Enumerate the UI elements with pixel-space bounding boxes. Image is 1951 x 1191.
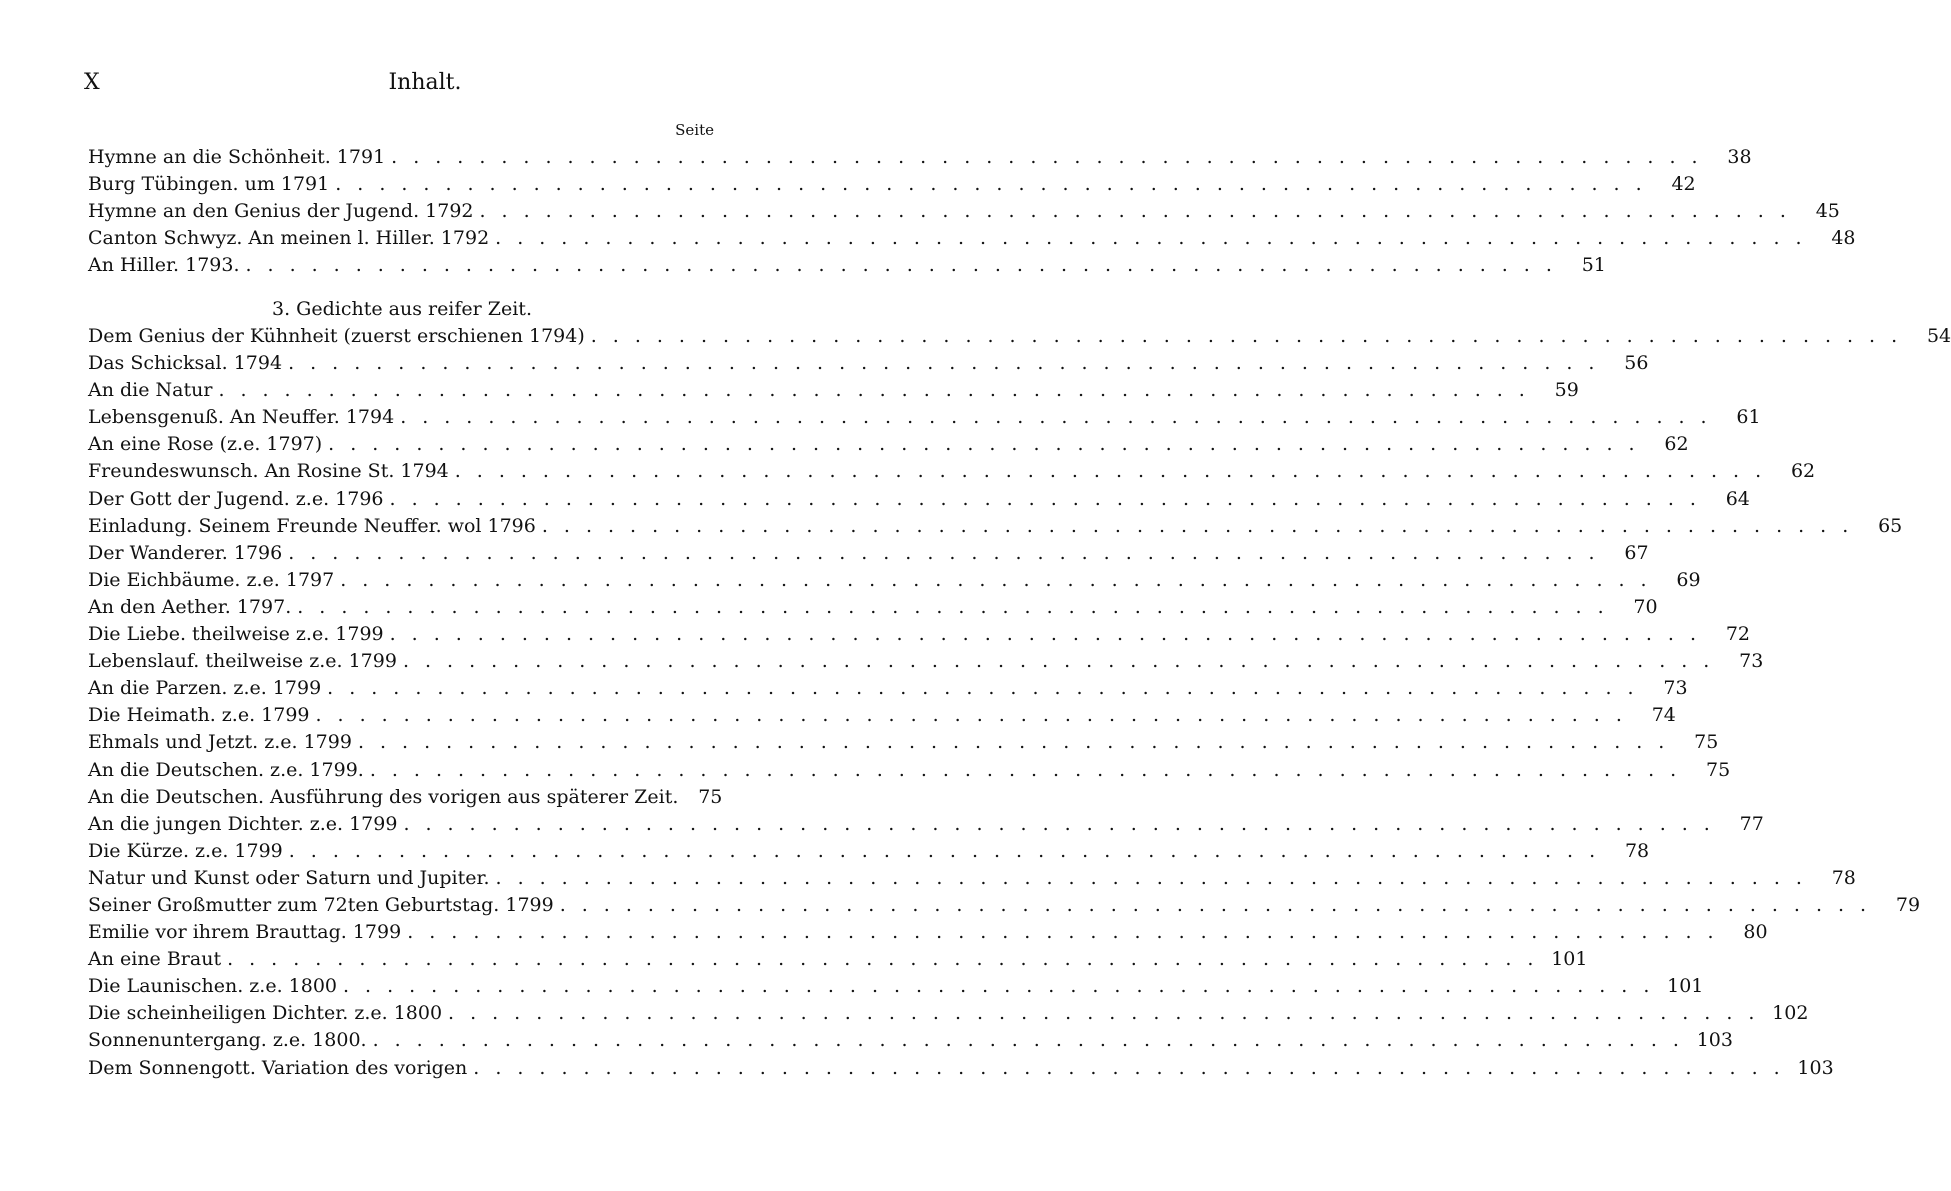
toc-entry-page: 73 xyxy=(1739,650,1764,673)
toc-entry-page: 73 xyxy=(1663,677,1688,700)
toc-entry-page: 62 xyxy=(1664,433,1689,456)
dot-leader: ............................................................ xyxy=(297,595,1620,618)
dot-leader: ............................................................ xyxy=(288,352,1611,375)
dot-leader: ............................................................ xyxy=(227,948,1550,971)
toc-entry xyxy=(88,757,1731,784)
toc-entry xyxy=(88,225,1856,252)
toc-entry-page: 72 xyxy=(1725,623,1751,646)
toc-entry-title: An Hiller. 1793. xyxy=(88,254,240,277)
toc-entry xyxy=(88,675,1688,702)
toc-entry-title: Ehmals und Jetzt. z.e. 1799 xyxy=(88,731,352,754)
toc-entry-page: 59 xyxy=(1554,379,1579,402)
toc-entry-title: Hymne an den Genius der Jugend. 1792 xyxy=(88,200,474,223)
dot-leader: ............................................................ xyxy=(218,379,1541,402)
toc-entry xyxy=(88,513,1903,540)
toc-entry-title: An die Deutschen. Ausführung des vorigen aus späterer Zeit. xyxy=(88,785,679,808)
toc-entry-title: Hymne an die Schönheit. 1791 xyxy=(88,146,386,168)
toc-entry-page: 70 xyxy=(1633,595,1658,618)
toc-entry-title: An die Parzen. z.e. 1799 xyxy=(88,677,322,700)
toc-entry-title: Einladung. Seinem Freunde Neuffer. wol 1796 xyxy=(88,514,536,537)
toc-entry xyxy=(88,946,1588,973)
toc-entry xyxy=(88,621,1751,648)
toc-entry-title: Der Gott der Jugend. z.e. 1796 xyxy=(88,487,384,510)
dot-leader: ............................................................ xyxy=(495,227,1818,250)
toc-entry xyxy=(88,811,1764,838)
toc-entry-page: 78 xyxy=(1831,866,1856,889)
dot-leader: ............................................................ xyxy=(327,677,1650,700)
toc-entry-page: 42 xyxy=(1671,173,1696,196)
toc-entry xyxy=(88,729,1719,756)
toc-entry-page: 65 xyxy=(1878,514,1903,537)
toc-entry-title: Burg Tübingen. um 1791 xyxy=(88,173,330,196)
toc-entry-title: An eine Rose (z.e. 1797) xyxy=(88,433,323,456)
toc-entry-title: Das Schicksal. 1794 xyxy=(88,352,283,375)
toc-entry-title: Lebensgenuß. An Neuffer. 1794 xyxy=(88,406,395,429)
toc-entry-page: 67 xyxy=(1624,541,1649,564)
toc-entry xyxy=(88,1000,1809,1027)
toc-entry-title: Die Heimath. z.e. 1799 xyxy=(88,704,310,727)
toc-entry-page: 51 xyxy=(1581,254,1606,277)
toc-entry xyxy=(88,458,1816,485)
toc-entry xyxy=(88,892,1921,919)
toc-entry-page: 61 xyxy=(1736,406,1761,429)
toc-entry xyxy=(88,973,1704,1000)
dot-leader: ............................................................ xyxy=(372,1029,1695,1052)
toc-entry xyxy=(88,1027,1733,1054)
dot-leader: ............................................................ xyxy=(495,866,1818,889)
toc-entry-title: Dem Genius der Kühnheit (zuerst erschienen 1794) xyxy=(88,325,585,347)
toc-entry-page: 48 xyxy=(1831,227,1856,250)
toc-entry-title: An den Aether. 1797. xyxy=(88,595,292,618)
toc-entry-page: 45 xyxy=(1815,200,1840,223)
toc-entry-page: 101 xyxy=(1667,975,1704,998)
toc-entry xyxy=(88,594,1658,621)
toc-entry xyxy=(88,350,1649,377)
toc-entry-title: Der Wanderer. 1796 xyxy=(88,541,283,564)
dot-leader: ............................................................ xyxy=(340,568,1663,591)
toc-entry-page: 77 xyxy=(1739,812,1764,835)
running-title: Inhalt. xyxy=(388,70,462,95)
toc-entry xyxy=(88,648,1764,675)
toc-entry-title: Natur und Kunst oder Saturn und Jupiter. xyxy=(88,866,490,889)
toc-entry xyxy=(88,838,1650,865)
toc-entry xyxy=(88,431,1689,458)
toc-entry xyxy=(88,377,1579,404)
toc-entry xyxy=(88,323,1951,350)
toc-entry-title: Die Eichbäume. z.e. 1797 xyxy=(88,568,335,591)
dot-leader: ............................................................ xyxy=(479,200,1802,223)
toc-entry-page: 62 xyxy=(1790,460,1816,483)
toc-entry xyxy=(88,171,1696,198)
toc-entry-title: Die Kürze. z.e. 1799 xyxy=(88,839,283,862)
toc-entry xyxy=(88,198,1840,225)
toc-entry xyxy=(88,919,1768,946)
toc-entry xyxy=(88,404,1761,431)
dot-leader: ............................................................ xyxy=(400,406,1723,429)
toc-entry-title: Sonnenuntergang. z.e. 1800. xyxy=(88,1029,367,1052)
dot-leader: ............................................................ xyxy=(357,731,1681,754)
toc-entry-title: An eine Braut xyxy=(88,948,222,971)
dot-leader: ............................................................ xyxy=(288,839,1612,862)
toc-entry-page: 101 xyxy=(1551,948,1588,971)
dot-leader: ............................................................ xyxy=(448,1002,1771,1025)
dot-leader: ............................................................ xyxy=(402,650,1726,673)
toc-entry-page: 54 xyxy=(1926,325,1951,347)
toc-entry-title: Canton Schwyz. An meinen l. Hiller. 1792 xyxy=(88,227,490,250)
toc-entry-page: 75 xyxy=(698,785,723,808)
dot-leader: ............................................................ xyxy=(403,812,1726,835)
toc-entry xyxy=(88,567,1701,594)
toc-entry-title: An die Natur xyxy=(88,379,213,402)
toc-entry-title: An die jungen Dichter. z.e. 1799 xyxy=(88,812,398,835)
toc-entry-title: Die Liebe. theilweise z.e. 1799 xyxy=(88,623,384,646)
dot-leader: ............................................................ xyxy=(389,623,1713,646)
page-column-label: Seite xyxy=(675,121,714,139)
dot-leader: ............................................................ xyxy=(473,1056,1796,1079)
toc-entry-page: 79 xyxy=(1895,893,1921,916)
toc-section-early-poems xyxy=(88,144,1856,279)
dot-leader: ............................................................ xyxy=(328,433,1651,456)
toc-entry-page: 38 xyxy=(1727,146,1752,168)
dot-leader: ............................................................ xyxy=(541,514,1865,537)
dot-leader: ............................................................ xyxy=(559,893,1883,916)
dot-leader: ............................................................ xyxy=(369,758,1693,781)
toc-entry-title: Freundeswunsch. An Rosine St. 1794 xyxy=(88,460,449,483)
toc-entry xyxy=(88,540,1649,567)
toc-entry-page: 102 xyxy=(1772,1002,1809,1025)
toc-entry-page: 78 xyxy=(1624,839,1650,862)
dot-leader: ............................................................ xyxy=(391,146,1714,168)
toc-entry-page: 103 xyxy=(1797,1056,1834,1079)
dot-leader: ............................................................ xyxy=(315,704,1638,727)
dot-leader: ............................................................ xyxy=(454,460,1778,483)
toc-entry xyxy=(88,702,1676,729)
toc-entry xyxy=(88,486,1750,513)
toc-entry-title: Seiner Großmutter zum 72ten Geburtstag. 1799 xyxy=(88,893,554,916)
toc-entry xyxy=(88,144,1752,171)
toc-entry xyxy=(88,252,1606,279)
toc-entry-page: 75 xyxy=(1694,731,1719,754)
toc-entry-title: Dem Sonnengott. Variation des vorigen xyxy=(88,1056,468,1079)
dot-leader: ............................................................ xyxy=(343,975,1666,998)
dot-leader: ............................................................ xyxy=(590,325,1914,347)
toc-entry xyxy=(88,784,723,811)
toc-entry-title: An die Deutschen. z.e. 1799. xyxy=(88,758,364,781)
toc-entry-page: 80 xyxy=(1743,921,1768,944)
toc-entry-page: 103 xyxy=(1696,1029,1733,1052)
toc-entry-title: Emilie vor ihrem Brauttag. 1799 xyxy=(88,921,402,944)
dot-leader: ............................................................ xyxy=(335,173,1658,196)
dot-leader: ............................................................ xyxy=(389,487,1712,510)
toc-entry-page: 56 xyxy=(1624,352,1649,375)
toc-entry xyxy=(88,1055,1834,1082)
toc-entry-title: Lebenslauf. theilweise z.e. 1799 xyxy=(88,650,397,673)
toc-entry-title: Die scheinheiligen Dichter. z.e. 1800 xyxy=(88,1002,443,1025)
dot-leader: ............................................................ xyxy=(245,254,1568,277)
toc-entry-page: 69 xyxy=(1676,568,1701,591)
section-heading: 3. Gedichte aus reifer Zeit. xyxy=(272,298,532,320)
dot-leader: ............................................................ xyxy=(288,541,1611,564)
toc-entry-title: Die Launischen. z.e. 1800 xyxy=(88,975,338,998)
toc-entry xyxy=(88,865,1856,892)
dot-leader: ............................................................ xyxy=(407,921,1730,944)
page-number: X xyxy=(84,70,101,95)
toc-entry-page: 75 xyxy=(1706,758,1731,781)
toc-section-mature-poems xyxy=(88,323,1951,1082)
toc-entry-page: 64 xyxy=(1725,487,1750,510)
toc-entry-page: 74 xyxy=(1651,704,1676,727)
